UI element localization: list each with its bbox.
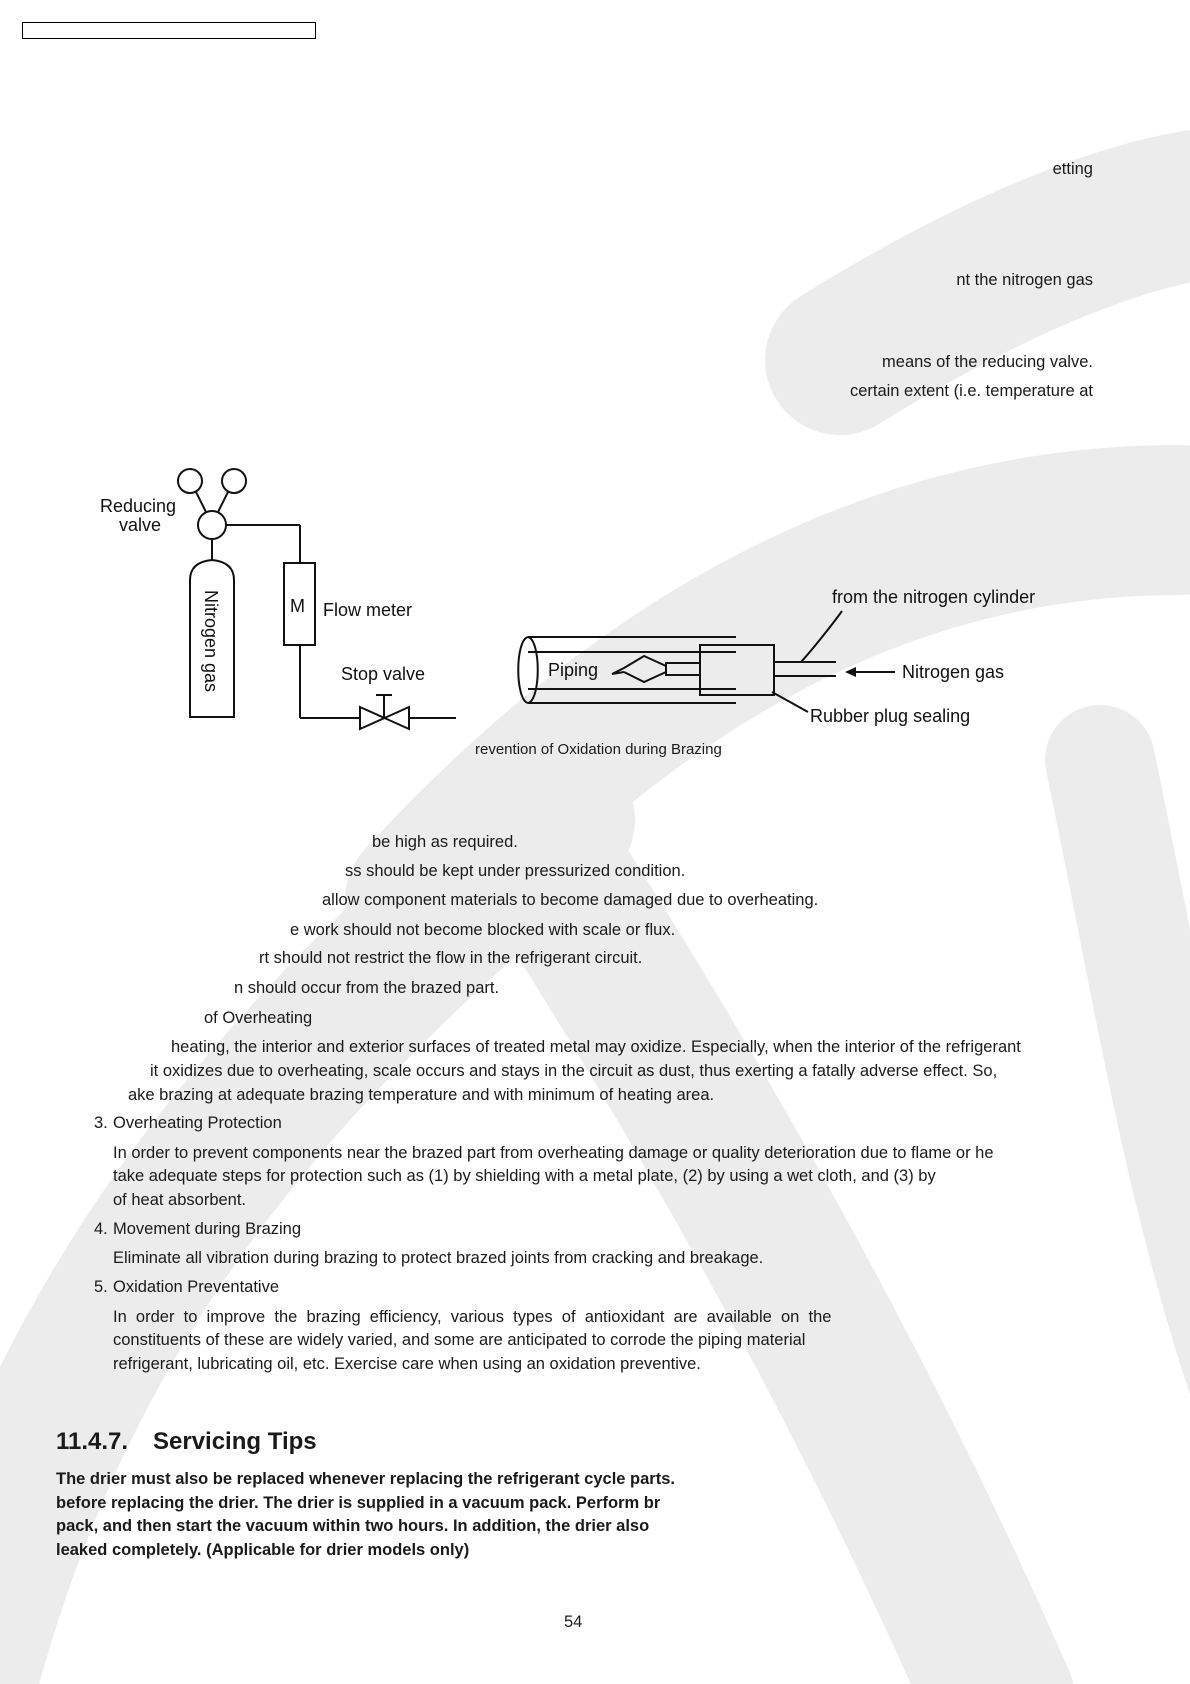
text-line: e work should not become blocked with scale or flux. (290, 921, 676, 939)
section-number: 4. (94, 1220, 108, 1238)
section-number: 3. (94, 1114, 108, 1132)
section-title: Overheating Protection (113, 1114, 282, 1132)
brazing-nitrogen-diagram (0, 0, 1190, 760)
label-flow-meter: Flow meter (323, 600, 413, 620)
text-line: pack, and then start the vacuum within two hours. In addition, the drier also (56, 1517, 650, 1535)
heading-number: 11.4.7. (56, 1428, 129, 1455)
section-title: of Overheating (204, 1009, 313, 1027)
label-rubber-plug: Rubber plug sealing (810, 706, 971, 726)
text-line: In order to improve the brazing efficiency, various types of antioxidant are available on the (113, 1308, 832, 1326)
label-nitrogen-gas-vertical: Nitrogen gas (201, 590, 221, 693)
label-nitrogen-gas: Nitrogen gas (902, 662, 1005, 682)
text-line: The drier must also be replaced whenever replacing the refrigerant cycle parts. (56, 1470, 675, 1488)
text-line: In order to prevent components near the brazed part from overheating damage or quality deterioration due to flame or he (113, 1144, 994, 1162)
label-m: M (290, 596, 305, 616)
label-reducing: Reducing (100, 496, 177, 516)
text-line: refrigerant, lubricating oil, etc. Exercise care when using an oxidation preventive. (113, 1355, 701, 1373)
text-line: certain extent (i.e. temperature at (849, 382, 1093, 400)
text-line: constituents of these are widely varied, and some are anticipated to corrode the piping material (113, 1331, 806, 1349)
text-line: leaked completely. (Applicable for drier models only) (56, 1541, 470, 1559)
text-line: ake brazing at adequate brazing temperature and with minimum of heating area. (128, 1086, 715, 1104)
gauge-left-icon (178, 469, 202, 493)
page-number: 54 (564, 1613, 583, 1631)
section-title: Movement during Brazing (113, 1220, 302, 1238)
heading-title: Servicing Tips (153, 1428, 317, 1455)
text-line: of heat absorbent. (113, 1191, 247, 1209)
text-line: n should occur from the brazed part. (234, 979, 500, 997)
label-piping: Piping (548, 660, 599, 680)
text-line: heating, the interior and exterior surfaces of treated metal may oxidize. Especially, when the interior of the refrigerant (171, 1038, 1021, 1056)
gauge-right-icon (222, 469, 246, 493)
section-title: Oxidation Preventative (113, 1278, 280, 1296)
text-line: ss should be kept under pressurized condition. (345, 862, 686, 880)
text-line: allow component materials to become damaged due to overheating. (322, 891, 819, 909)
nozzle-icon (666, 663, 700, 675)
text-line: etting (1052, 160, 1093, 178)
text-line: before replacing the drier. The drier is supplied in a vacuum pack. Perform br (56, 1494, 661, 1512)
figure-caption: revention of Oxidation during Brazing (475, 741, 722, 758)
text-line: rt should not restrict the flow in the refrigerant circuit. (259, 949, 643, 967)
text-line: be high as required. (372, 833, 518, 851)
text-line: means of the reducing valve. (882, 353, 1093, 371)
text-line: nt the nitrogen gas (956, 271, 1093, 289)
text-line: take adequate steps for protection such as (1) by shielding with a metal plate, (2) by using a wet cloth, and (3) by (113, 1167, 936, 1185)
label-from-cylinder: from the nitrogen cylinder (832, 587, 1036, 607)
section-number: 5. (94, 1278, 108, 1296)
reducing-valve-icon (198, 511, 226, 539)
text-line: it oxidizes due to overheating, scale occurs and stays in the circuit as dust, thus exerting a fatally adverse effect. So, (150, 1062, 998, 1080)
label-stop-valve: Stop valve (341, 664, 426, 684)
label-valve: valve (119, 515, 162, 535)
text-line: Eliminate all vibration during brazing to protect brazed joints from cracking and breakage. (113, 1249, 764, 1267)
